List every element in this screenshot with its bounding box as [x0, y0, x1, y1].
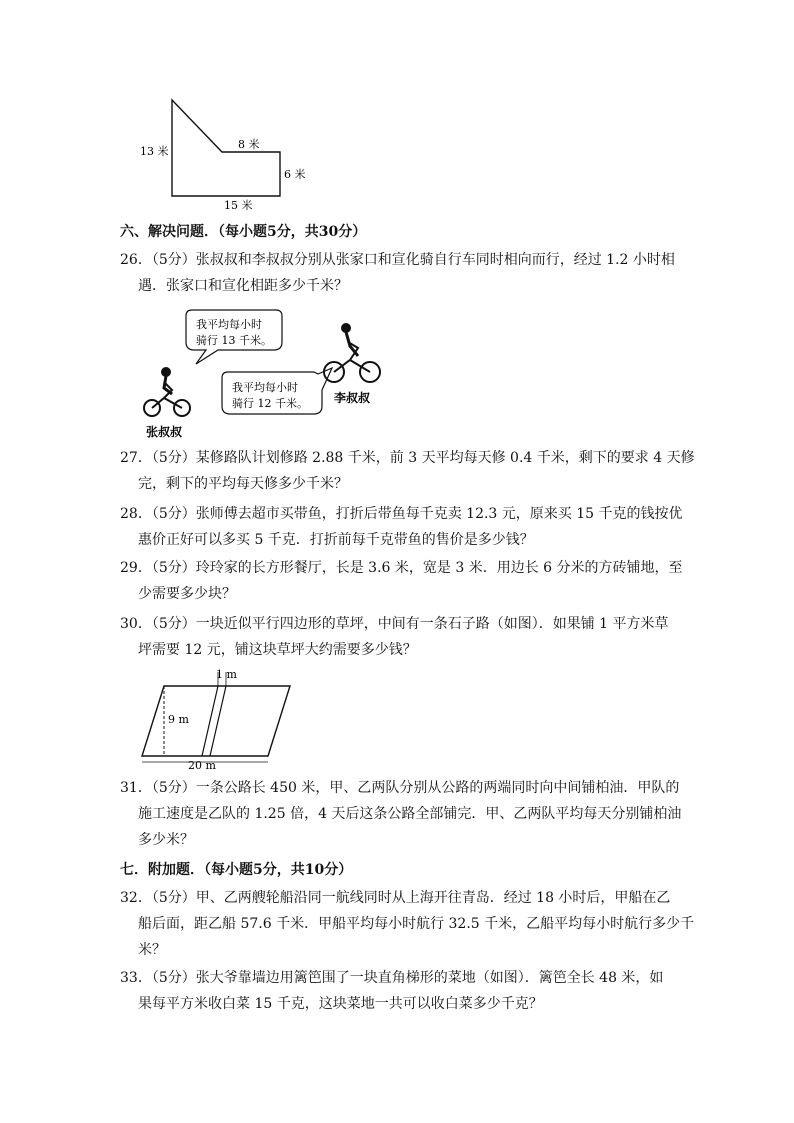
q28-line2: 惠价正好可以多买 5 千克．打折前每千克带鱼的售价是多少钱？: [138, 532, 534, 548]
q26-line1: 26．（5分）张叔叔和李叔叔分别从张家口和宣化骑自行车同时相向而行，经过 1.2 小时相: [120, 252, 675, 268]
stone-path: [202, 686, 226, 756]
q30-line1: 30．（5分）一块近似平行四边形的草坪，中间有一条石子路（如图）．如果铺 1 平方米草: [120, 616, 669, 632]
q32-line3: 米？: [138, 942, 166, 958]
composite-shape-figure: [130, 92, 310, 214]
lawn-parallelogram-figure: [136, 666, 306, 772]
q26-line2: 遇．张家口和宣化相距多少千米？: [138, 278, 348, 294]
name-zhang: 张叔叔: [146, 425, 183, 439]
bubble1-line2: 骑行 13 千米。: [196, 334, 272, 347]
q33-line2: 果每平方米收白菜 15 千克，这块菜地一共可以收白菜多少千克？: [138, 996, 543, 1012]
q31-line1: 31．（5分）一条公路长 450 米，甲、乙两队分别从公路的两端同时向中间铺柏油．甲队的: [120, 780, 680, 796]
q27-line1: 27．（5分）某修路队计划修路 2.88 千米，前 3 天平均每天修 0.4 千米，剩下的要求 4 天修: [120, 450, 695, 466]
name-li: 李叔叔: [334, 391, 371, 405]
q31-line2: 施工速度是乙队的 1.25 倍，4 天后这条公路全部铺完．甲、乙两队平均每天分别铺柏油: [138, 806, 682, 822]
q27-line2: 完，剩下的平均每天修多少千米？: [138, 476, 348, 492]
label-9m: 9 m: [168, 713, 189, 726]
q32-line2: 船后面，距乙船 57.6 千米．甲船平均每小时航行 32.5 千米，乙船平均每小时航行多少千: [138, 916, 695, 932]
bicycle-li-icon: [324, 324, 380, 382]
label-15m: 15 米: [224, 199, 253, 212]
q29-line2: 少需要多少块？: [138, 586, 236, 602]
label-8m: 8 米: [238, 138, 260, 151]
q29-line1: 29．（5分）玲玲家的长方形餐厅，长是 3.6 米，宽是 3 米．用边长 6 分米的方砖铺地，至: [120, 560, 683, 576]
q33-line1: 33．（5分）张大爷靠墙边用篱笆围了一块直角梯形的菜地（如图）．篱笆全长 48 米，如: [120, 970, 664, 986]
section-6-title: 六、解决问题．（每小题5分，共30分）: [120, 224, 367, 240]
q31-line3: 多少米？: [138, 832, 194, 848]
cyclists-illustration: [136, 302, 396, 442]
composite-shape-outline: [172, 100, 280, 196]
bubble1-line1: 我平均每小时: [196, 318, 262, 331]
q30-line2: 坪需要 12 元，铺这块草坪大约需要多少钱？: [138, 642, 417, 658]
q32-line1: 32．（5分）甲、乙两艘轮船沿同一航线同时从上海开往青岛．经过 18 小时后，甲船在乙: [120, 890, 671, 906]
q28-line1: 28．（5分）张师傅去超市买带鱼，打折后带鱼每千克卖 12.3 元，原来买 15 千克的钱按优: [120, 506, 683, 522]
label-13m: 13 米: [140, 145, 169, 158]
bicycle-zhang-icon: [144, 368, 190, 416]
section-7-title: 七．附加题．（每小题5分，共10分）: [120, 862, 353, 878]
label-6m: 6 米: [284, 168, 306, 181]
bubble2-line2: 骑行 12 千米。: [232, 397, 308, 410]
bubble2-line1: 我平均每小时: [232, 381, 298, 394]
label-20m: 20 m: [188, 759, 216, 772]
label-1m: 1 m: [216, 668, 237, 681]
